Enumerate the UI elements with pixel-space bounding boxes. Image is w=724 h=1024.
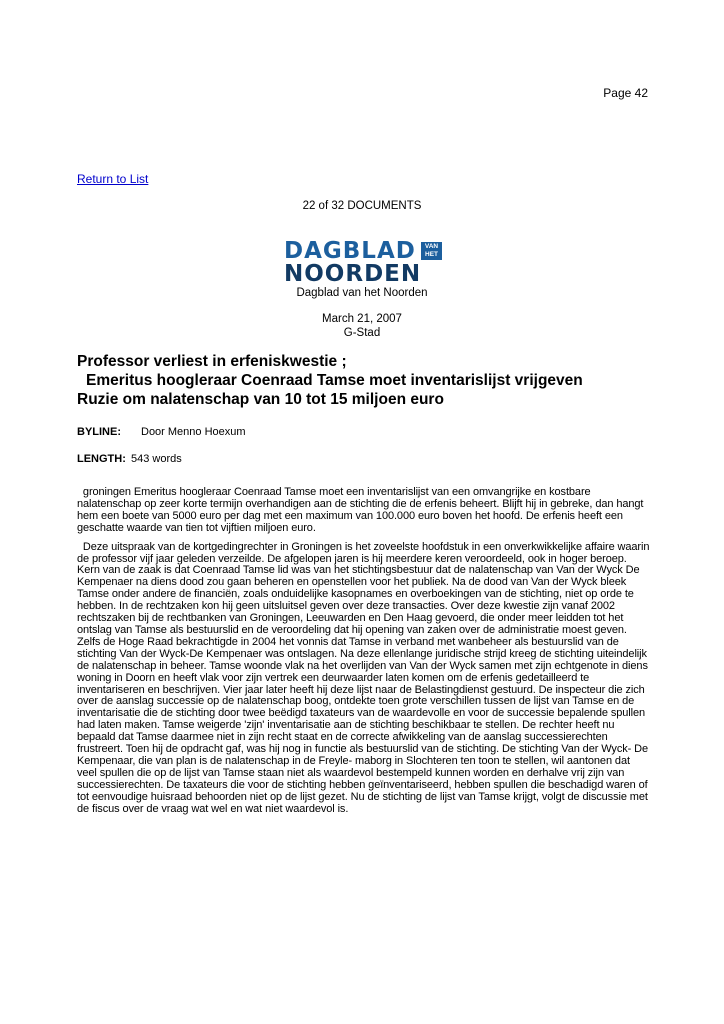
publication-logo — [284, 238, 444, 288]
documents-count: 22 of 32 DOCUMENTS — [302, 200, 422, 212]
return-to-list-link[interactable]: Return to List — [77, 172, 149, 186]
logo-line-1: DAGBLAD — [284, 238, 416, 264]
headline-line-1: Professor verliest in erfeniskwestie ; — [77, 353, 347, 370]
logo-line-2: NOORDEN — [284, 261, 422, 287]
byline-value: Door Menno Hoexum — [141, 426, 246, 438]
byline-label: BYLINE: — [77, 426, 121, 438]
paragraph-1 — [77, 487, 651, 535]
article-body — [77, 487, 651, 822]
paragraph-2-text: Deze uitspraak van de kortgedingrechter in Groningen is het zoveelste hoofdstuk in een onverkwikkelijke affaire waarin de professor vijf jaar geleden verzeilde. De afgelopen jaren is hij meerdere keren veroordeeld, ook in hoger beroep. Kern van de zaak is dat Coenraad Tamse lid was van het stichtingsbestuur dat de nalatenschap van Van der Wyck De Kempenaer na diens dood zou gaan beheren en openstellen voor het publiek. Na de dood van Van der Wyck bleek Tamse onder andere de financiën, zoals onduidelijke kasopnames en overboekingen van de stichting, niet op orde te hebben. In de rechtzaken kon hij geen uitsluitsel geven over deze transacties. Over deze kwestie zijn vanaf 2002 rechtszaken bij de rechtbanken van Groningen, Leeuwarden en Den Haag gevoerd, die onder meer leidden tot het ontslag van Tamse als bestuurslid en de veroordeling dat hij opening van zaken over de administratie moest geven. Zelfs de Hoge Raad bekrachtigde in 2004 het vonnis dat Tamse in verband met wanbeheer als bestuurslid van de stichting Van der Wyck-De Kempenaer was ontslagen. Na deze ellenlange juridische strijd kreeg de stichting uiteindelijk de nalatenschap in beheer. Tamse woonde vlak na het overlijden van Van der Wyck samen met zijn echtgenote in diens woning in Doorn en heeft vlak voor zijn vertrek een deurwaarder laten komen om de erfenis gedetailleerd te inventariseren en beschrijven. Vier jaar later heeft hij deze lijst naar de Belastingdienst gestuurd. De inspecteur die zich over de aanslag successie op de nalatenschap boog, ontdekte toen grote verschillen tussen de lijst van Tamse en de inventarisatie die de stichting door twee beëdigd taxateurs van de waardevolle en voor de successie bepalende spullen had laten maken. Tamse weigerde 'zijn' inventarisatie aan de stichting beschikbaar te stellen. De rechter heeft nu bepaald dat Tamse daarmee niet in zijn recht staat en de correcte afwikkeling van de aanslag successierechten frustreert. Toen hij de opdracht gaf, was hij nog in functie als bestuurslid van de stichting. De stichting Van der Wyck- De Kempenaar, die van plan is de nalatenschap in de Freyle- maborg in Slochteren ten toon te stellen, wil aantonen dat veel spullen die op de lijst van Tamse staan niet als waardevol bestempeld kunnen worden en derhalve vrij zijn van successierechten. De taxateurs die voor de stichting hebben geïnventariseerd, hebben spullen die beschadigd waren of tot eenvoudige huisraad behoorden niet op de lijst gezet. Nu de stichting de lijst van Tamse krijgt, volgt de discussie met de fiscus over de vraag wat wel en wat niet waardevol is. — [77, 540, 650, 815]
paragraph-2 — [77, 542, 651, 816]
publication-name: Dagblad van het Noorden — [296, 287, 428, 299]
headline-line-3: Ruzie om nalatenschap van 10 tot 15 miljoen euro — [77, 391, 444, 408]
article-section: G-Stad — [343, 327, 381, 339]
byline — [77, 426, 246, 438]
length — [77, 453, 182, 465]
paragraph-1-text: groningen Emeritus hoogleraar Coenraad Tamse moet een inventarislijst van een omvangrijke en kostbare nalatenschap op zeer korte termijn overhandigen aan de stichting die de erfenis beheert. Blijft hij in gebreke, dan hangt hem een boete van 5000 euro per dag met een maximum van 100.000 euro boven het hoofd. De erfenis heeft een geschatte waarde van tien tot vijftien miljoen euro. — [77, 486, 644, 534]
article-date: March 21, 2007 — [322, 313, 402, 325]
headline-line-2: Emeritus hoogleraar Coenraad Tamse moet inventarislijst vrijgeven — [86, 372, 583, 389]
page-number: Page 42 — [603, 86, 648, 100]
length-label: LENGTH: — [77, 453, 126, 465]
logo-badge: VAN HET — [421, 242, 442, 260]
length-value: 543 words — [131, 453, 182, 465]
article-headline — [77, 352, 657, 409]
